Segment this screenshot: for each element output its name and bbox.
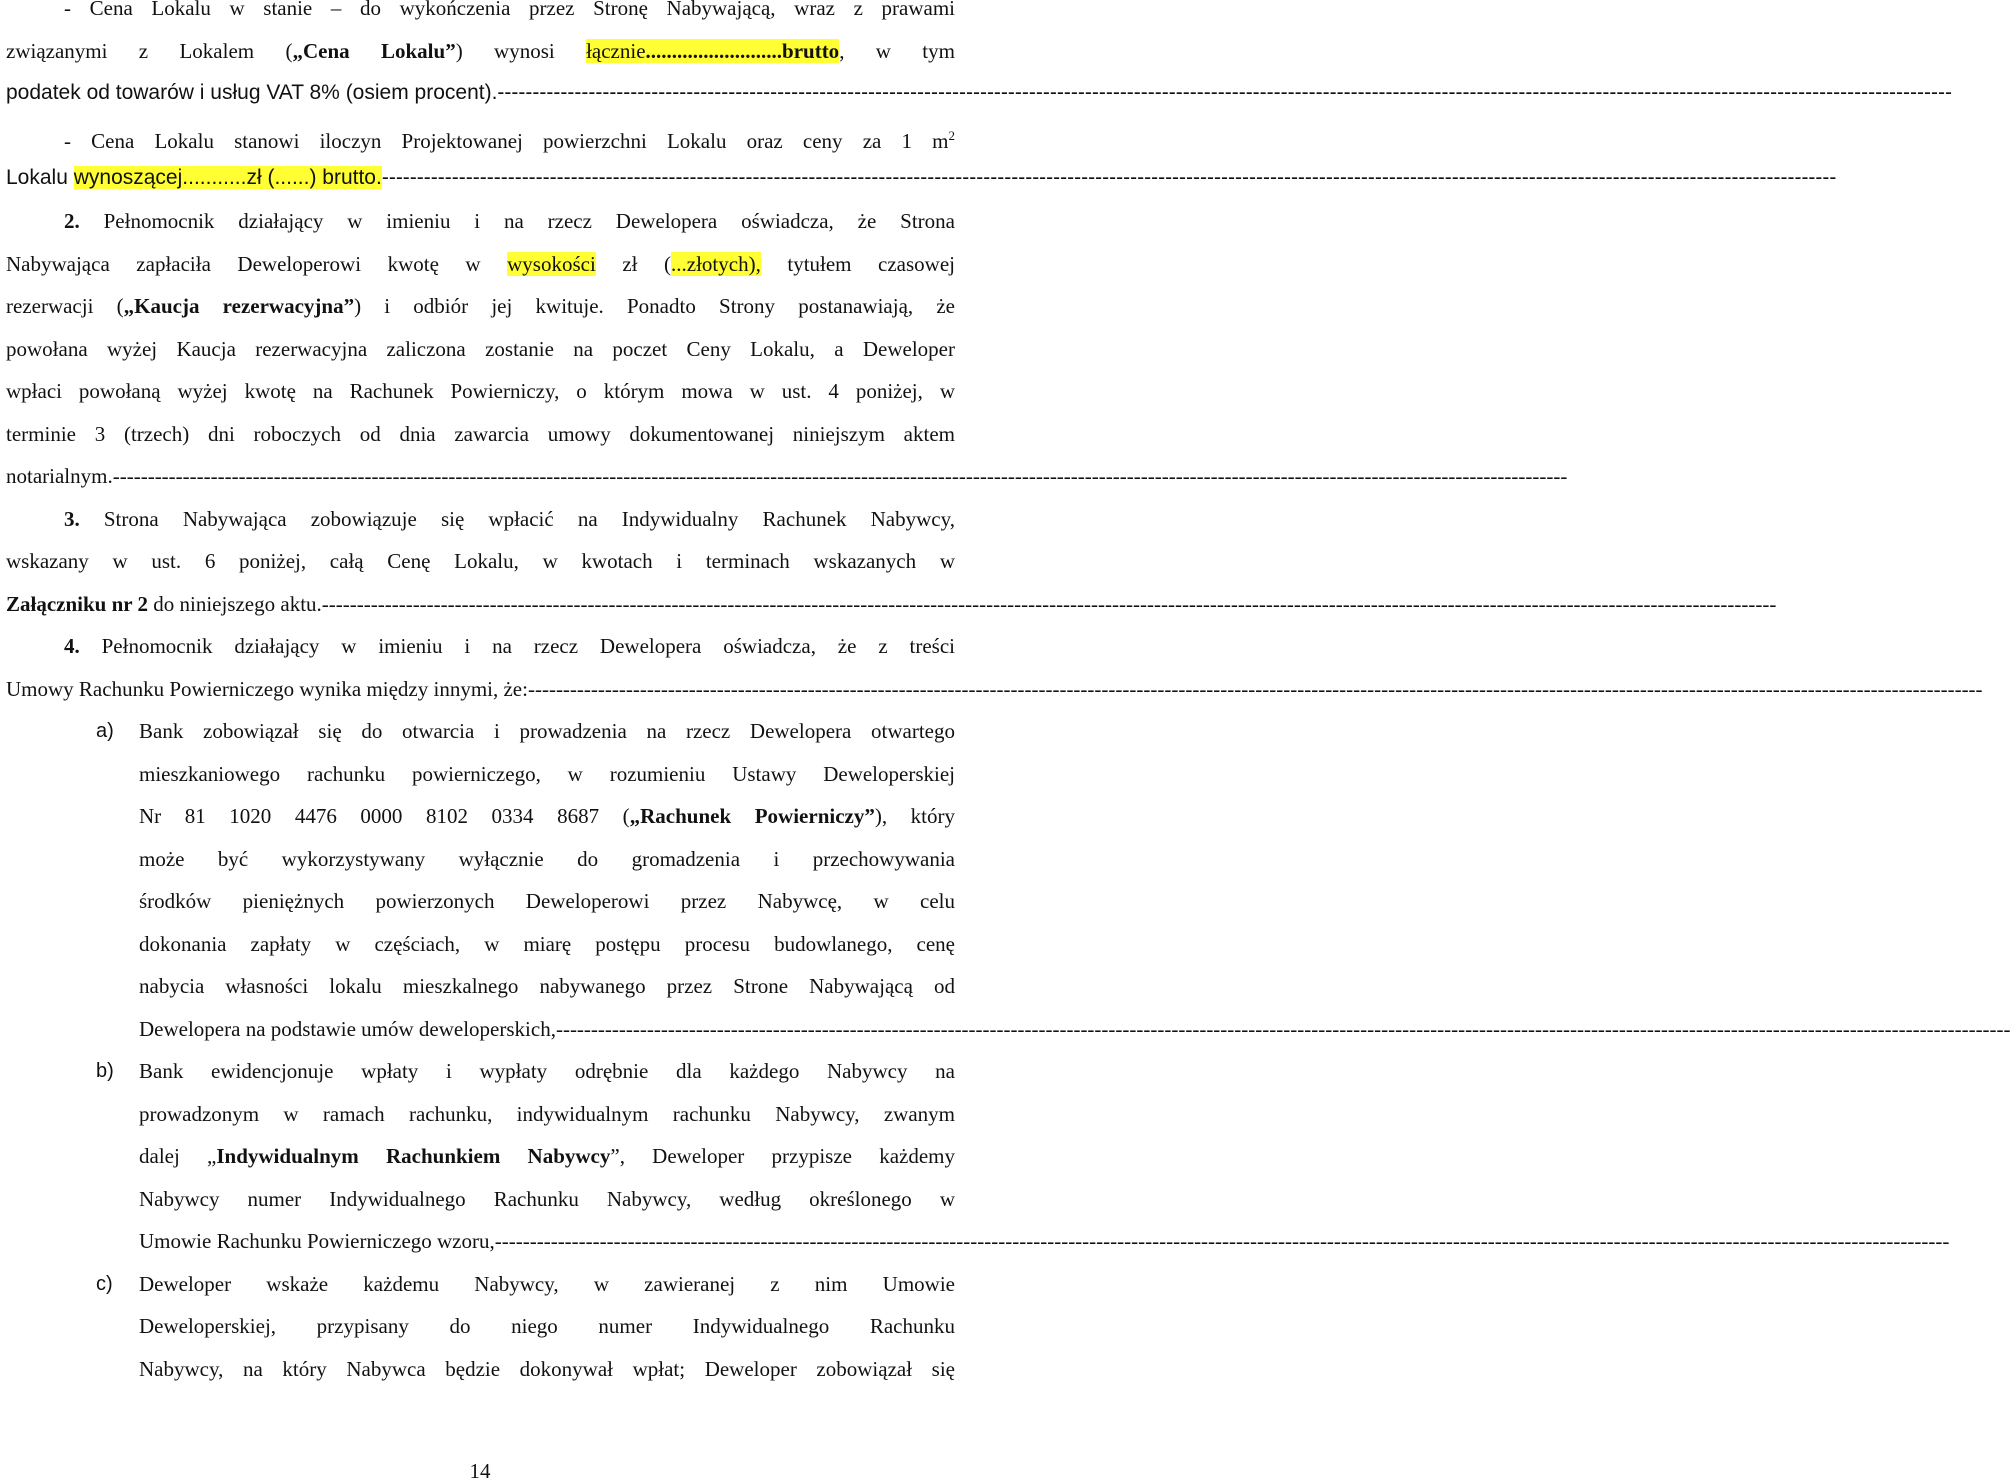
text-run: ), który	[874, 804, 955, 828]
defined-term: Indywidualnym Rachunkiem Nabywcy	[216, 1144, 611, 1168]
text-run: , w tym	[839, 39, 955, 63]
list-item-line	[139, 930, 955, 958]
text-run: terminie 3 (trzech) dni roboczych od dnia zawarcia umowy dokumentowanej niniejszym aktem	[6, 422, 955, 446]
text-run: do niniejszego aktu.	[147, 592, 322, 616]
defined-term: „Cena Lokalu”	[292, 39, 456, 63]
text-line	[6, 292, 955, 320]
text-run: Deweloper wskaże każdemu Nabywcy, w zawieranej z nim Umowie	[139, 1272, 955, 1296]
text-line	[6, 79, 1952, 107]
text-line	[6, 335, 955, 363]
dash-filler: ----------------------------------------------------------------------------------------------------------------------------------------------------------------------------------------------------------------	[381, 166, 1837, 189]
text-run: powołana wyżej Kaucja rezerwacyjna zaliczona zostanie na poczet Ceny Lokalu, a Deweloper	[6, 337, 955, 361]
paragraph-number: 3.	[64, 507, 80, 531]
text-line	[6, 420, 955, 448]
list-item-line	[139, 1100, 955, 1128]
text-line	[6, 462, 1568, 490]
highlighted-text: łącznie	[586, 39, 646, 63]
text-run: tytułem czasowej	[760, 252, 955, 276]
text-run: rezerwacji (	[6, 294, 124, 318]
text-run: Bank ewidencjonuje wpłaty i wypłaty odrębnie dla każdego Nabywcy na	[139, 1059, 955, 1083]
text-run: mieszkaniowego rachunku powierniczego, w rozumieniu Ustawy Deweloperskiej	[139, 762, 955, 786]
text-run: wskazany w ust. 6 poniżej, całą Cenę Lokalu, w kwotach i terminach wskazanych w	[6, 549, 955, 573]
list-item-line	[139, 717, 955, 745]
text-line	[6, 250, 955, 278]
list-marker: a)	[96, 720, 114, 742]
text-run: prowadzonym w ramach rachunku, indywidualnym rachunku Nabywcy, zwanym	[139, 1102, 955, 1126]
highlighted-amount: ...złotych),	[671, 252, 761, 276]
text-run: Umowy Rachunku Powierniczego wynika między innymi, że:	[6, 677, 528, 701]
text-run: Deweloperskiej, przypisany do niego numer Indywidualnego Rachunku	[139, 1314, 955, 1338]
text-run: Umowie Rachunku Powierniczego wzoru,	[139, 1229, 495, 1253]
text-run: Nabywcy numer Indywidualnego Rachunku Nabywcy, według określonego w	[139, 1187, 955, 1211]
list-item-line	[139, 845, 955, 873]
text-run: dalej „	[139, 1144, 217, 1168]
list-marker: c)	[96, 1273, 113, 1295]
highlighted-amount: ..........................brutto	[645, 39, 840, 63]
text-line	[64, 207, 955, 235]
list-item-line	[139, 1312, 955, 1340]
text-line	[64, 122, 955, 155]
text-run: ) wynosi	[455, 39, 587, 63]
text-run: Strona Nabywająca zobowiązuje się wpłacić na Indywidualny Rachunek Nabywcy,	[103, 507, 955, 531]
dash-filler: ----------------------------------------------------------------------------------------------------------------------------------------------------------------------------------------------------------------	[527, 677, 1983, 701]
text-run: podatek od towarów i usług VAT 8% (osiem procent).	[6, 81, 498, 104]
text-run: zł (	[595, 252, 672, 276]
text-run: notarialnym.	[6, 464, 113, 488]
list-marker: b)	[96, 1060, 114, 1082]
text-run: Nabywcy, na który Nabywca będzie dokonywał wpłat; Deweloper zobowiązał się	[139, 1357, 955, 1381]
text-run: dokonania zapłaty w częściach, w miarę postępu procesu budowlanego, cenę	[139, 932, 955, 956]
dash-filler: ----------------------------------------------------------------------------------------------------------------------------------------------------------------------------------------------------------------	[321, 592, 1777, 616]
list-item-line	[139, 802, 955, 830]
defined-term: „Rachunek Powierniczy”	[629, 804, 875, 828]
defined-term: Załączniku nr 2	[6, 592, 148, 616]
text-line	[64, 0, 955, 22]
dash-filler: ----------------------------------------------------------------------------------------------------------------------------------------------------------------------------------------------------------------	[497, 81, 1952, 104]
text-run: Lokalu	[6, 166, 74, 189]
page-number: 14	[469, 1459, 491, 1483]
list-item-line	[139, 1185, 955, 1213]
text-run: Pełnomocnik działający w imieniu i na rzecz Dewelopera oświadcza, że Strona	[103, 209, 955, 233]
text-run: Bank zobowiązał się do otwarcia i prowadzenia na rzecz Dewelopera otwartego	[139, 719, 955, 743]
text-run: Dewelopera na podstawie umów deweloperskich,	[139, 1017, 556, 1041]
dash-filler: ----------------------------------------------------------------------------------------------------------------------------------------------------------------------------------------------------------------	[112, 464, 1568, 488]
text-run: Nr 81 1020 4476 0000 8102 0334 8687 (	[139, 804, 630, 828]
highlighted-text: wynoszącej	[73, 166, 183, 189]
list-item-line	[139, 1057, 955, 1085]
text-run: Pełnomocnik działający w imieniu i na rzecz Dewelopera oświadcza, że z treści	[101, 634, 955, 658]
highlighted-text: wysokości	[507, 252, 596, 276]
list-item-line	[139, 972, 955, 1000]
text-run: środków pieniężnych powierzonych Deweloperowi przez Nabywcę, w celu	[139, 889, 955, 913]
text-run: ”, Deweloper przypisze każdemy	[610, 1144, 955, 1168]
paragraph-number: 4.	[64, 634, 80, 658]
text-run: - Cena Lokalu stanowi iloczyn Projektowanej powierzchni Lokalu oraz ceny za 1 m	[64, 129, 949, 153]
text-line	[64, 632, 955, 660]
text-run: Nabywająca zapłaciła Deweloperowi kwotę w	[6, 252, 508, 276]
list-item-line	[139, 1270, 955, 1298]
text-line	[6, 377, 955, 405]
dash-filler: ----------------------------------------------------------------------------------------------------------------------------------------------------------------------------------------------------------------	[494, 1229, 1950, 1253]
list-item-line	[139, 1355, 955, 1383]
text-line	[6, 164, 1837, 192]
highlighted-amount: ...........zł (......) brutto.	[182, 166, 382, 189]
paragraph-number: 2.	[64, 209, 80, 233]
text-line	[6, 547, 955, 575]
superscript: 2	[948, 128, 955, 143]
list-item-line	[139, 1015, 2011, 1043]
list-item-line	[139, 760, 955, 788]
dash-filler: ----------------------------------------------------------------------------------------------------------------------------------------------------------------------------------------------------------------	[555, 1017, 2011, 1041]
text-run: wpłaci powołaną wyżej kwotę na Rachunek Powierniczy, o którym mowa w ust. 4 poniżej, w	[6, 379, 955, 403]
defined-term: „Kaucja rezerwacyjna”	[123, 294, 355, 318]
list-item-line	[139, 1227, 1950, 1255]
text-line	[6, 675, 1983, 703]
list-item-line	[139, 887, 955, 915]
text-line	[6, 37, 955, 65]
text-run: - Cena Lokalu w stanie – do wykończenia przez Stronę Nabywającą, wraz z prawami	[64, 0, 955, 20]
text-run: ) i odbiór jej kwituje. Ponadto Strony postanawiają, że	[354, 294, 955, 318]
text-run: nabycia własności lokalu mieszkalnego nabywanego przez Strone Nabywającą od	[139, 974, 955, 998]
text-line	[64, 505, 955, 533]
text-run: może być wykorzystywany wyłącznie do gromadzenia i przechowywania	[139, 847, 955, 871]
text-line	[6, 590, 1777, 618]
list-item-line	[139, 1142, 955, 1170]
text-run: związanymi z Lokalem (	[6, 39, 293, 63]
